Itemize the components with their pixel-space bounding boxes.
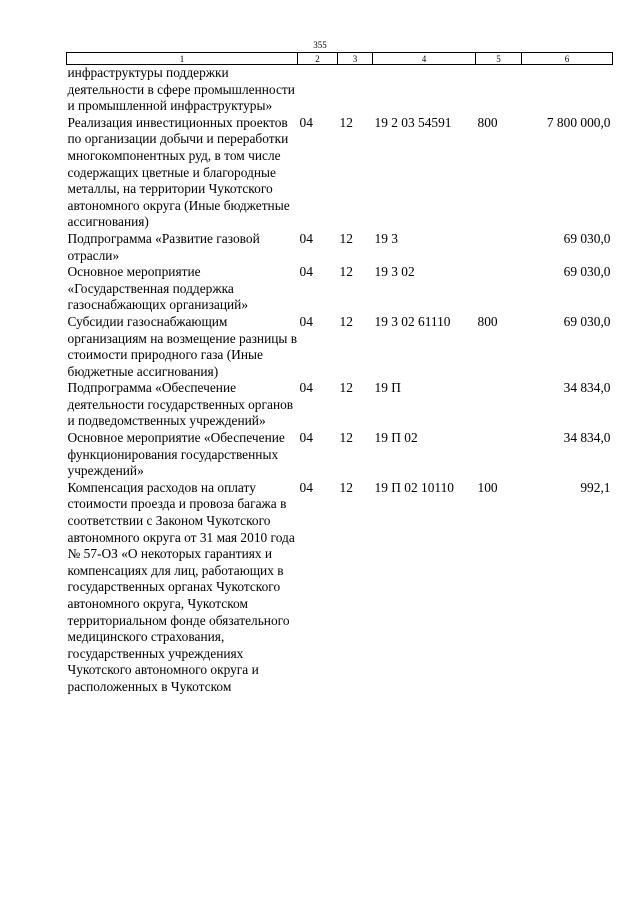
row-name: Компенсация расходов на оплату стоимости проезда и провоза багажа в соответствии с Законом Чукотского автономного округа от 31 мая 2010 года № 57-ОЗ «О некоторых гарантиях и компенсациях для лиц, работающих в государственных органах Чукотского автономного округа, Чукотском территориальном фонде обязательного медицинского страхования, государственных учреждениях Чукотского автономного округа и расположенных в Чукотском [67, 479, 295, 694]
row-expense-type: 100 [477, 479, 498, 495]
header-col-1: 1 [67, 53, 298, 65]
row-section: 04 [299, 264, 313, 280]
header-col-4: 4 [373, 53, 476, 65]
row-name: Подпрограмма «Развитие газовой отрасли» [67, 230, 260, 263]
row-expense-type [476, 231, 522, 264]
row-expense-type [476, 430, 522, 480]
row-amount: 34 834,0 [563, 380, 611, 396]
row-section: 04 [299, 430, 313, 446]
table-header [67, 53, 613, 65]
row-subsection: 12 [339, 479, 353, 495]
table-row [67, 380, 613, 430]
header-col-5: 5 [476, 53, 522, 65]
row-subsection: 12 [339, 230, 353, 246]
row-amount: 34 834,0 [563, 430, 611, 446]
row-subsection [338, 65, 373, 115]
row-subsection: 12 [339, 313, 353, 329]
table-row [67, 430, 613, 480]
row-target-article: 19 3 [374, 230, 398, 246]
row-section: 04 [299, 114, 313, 130]
table-row [67, 480, 613, 696]
row-section [298, 65, 338, 115]
row-name: Субсидии газоснабжающим организациям на возмещение разницы в стоимости природного газа (Иные бюджетные ассигнования) [67, 313, 298, 379]
page-number: 355 [313, 40, 327, 50]
row-name: Основное мероприятие «Обеспечение функционирования государственных учреждений» [67, 430, 285, 479]
row-section: 04 [299, 380, 313, 396]
header-row [67, 53, 613, 65]
row-target-article [373, 65, 476, 115]
row-amount: 69 030,0 [563, 230, 611, 246]
header-col-3: 3 [338, 53, 373, 65]
row-target-article: 19 П 02 [374, 430, 418, 446]
row-amount: 69 030,0 [563, 313, 611, 329]
row-name: Основное мероприятие «Государственная поддержка газоснабжающих организаций» [67, 264, 249, 313]
row-expense-type [476, 380, 522, 430]
row-target-article: 19 3 02 [374, 264, 415, 280]
table-row [67, 264, 613, 314]
row-section: 04 [299, 230, 313, 246]
row-name: инфраструктуры поддержки деятельности в сфере промышленности и промышленной инфраструктуры» [67, 65, 295, 114]
header-col-6: 6 [522, 53, 613, 65]
row-expense-type: 800 [477, 313, 498, 329]
row-section: 04 [299, 479, 313, 495]
row-amount: 69 030,0 [563, 264, 611, 280]
table-row [67, 65, 613, 115]
row-target-article: 19 2 03 54591 [374, 114, 452, 130]
row-target-article: 19 3 02 61110 [374, 313, 451, 329]
table-row [67, 115, 613, 231]
row-expense-type [476, 65, 522, 115]
row-subsection: 12 [339, 264, 353, 280]
row-target-article: 19 П [374, 380, 401, 396]
budget-table [66, 52, 613, 696]
row-subsection: 12 [339, 114, 353, 130]
row-expense-type [476, 264, 522, 314]
row-subsection: 12 [339, 380, 353, 396]
header-col-2: 2 [298, 53, 338, 65]
row-target-article: 19 П 02 10110 [374, 479, 454, 495]
row-amount: 7 800 000,0 [546, 114, 611, 130]
row-amount: 992,1 [580, 479, 611, 495]
row-expense-type: 800 [477, 114, 498, 130]
table-row [67, 231, 613, 264]
row-name: Реализация инвестиционных проектов по организации добычи и переработки многокомпонентных руд, в том числе содержащих цветные и благородные металлы, на территории Чукотского автономного округа (Иные бюджетные ассигнования) [67, 114, 290, 230]
table-body [67, 65, 613, 696]
row-section: 04 [299, 313, 313, 329]
row-amount [522, 65, 613, 115]
table-row [67, 314, 613, 380]
row-name: Подпрограмма «Обеспечение деятельности государственных органов и подведомственных учреждений» [67, 380, 294, 429]
row-subsection: 12 [339, 430, 353, 446]
